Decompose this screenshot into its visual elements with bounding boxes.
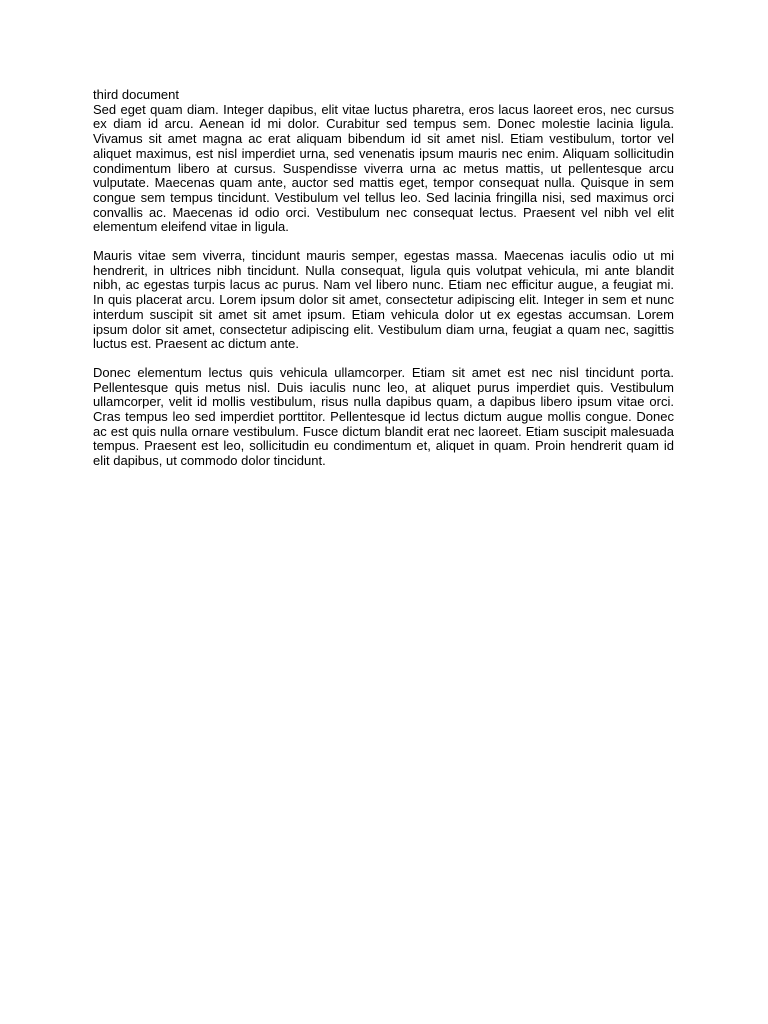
document-page [93, 88, 674, 483]
paragraph-2: Mauris vitae sem viverra, tincidunt mauris semper, egestas massa. Maecenas iaculis odio ut mi hendrerit, in ultrices nibh tincidunt. Nulla consequat, ligula quis volutpat vehicula, mi ante blandit nibh, ac egestas turpis lacus ac purus. Nam vel libero nunc. Etiam nec efficitur augue, a feugiat mi. In quis placerat arcu. Lorem ipsum dolor sit amet, consectetur adipiscing elit. Integer in sem et nunc interdum suscipit sit amet sit amet ipsum. Etiam vehicula dolor ut ex egestas accumsan. Lorem ipsum dolor sit amet, consectetur adipiscing elit. Vestibulum diam urna, feugiat a quam nec, sagittis luctus est. Praesent ac dictum ante. [93, 248, 674, 352]
document-title: third document [93, 87, 179, 102]
paragraph-1: Sed eget quam diam. Integer dapibus, elit vitae luctus pharetra, eros lacus laoreet eros, nec cursus ex diam id arcu. Aenean id mi dolor. Curabitur sed tempus sem. Donec molestie lacinia ligula. Vivamus sit amet magna ac erat aliquam bibendum id sit amet nisl. Etiam vestibulum, tortor vel aliquet maximus, est nisl imperdiet urna, sed venenatis ipsum mauris nec enim. Aliquam sollicitudin condimentum libero at cursus. Suspendisse viverra urna ac metus mattis, ut pellentesque arcu vulputate. Maecenas quam ante, auctor sed mattis eget, tempor consequat nulla. Quisque in sem congue sem tempus tincidunt. Vestibulum vel tellus leo. Sed lacinia fringilla nisi, sed maximus orci convallis ac. Maecenas id odio orci. Vestibulum nec consequat lectus. Praesent vel nibh vel elit elementum eleifend vitae in ligula. [93, 101, 674, 235]
paragraph-3: Donec elementum lectus quis vehicula ullamcorper. Etiam sit amet est nec nisl tincidunt porta. Pellentesque quis metus nisl. Duis iaculis nunc leo, at aliquet purus imperdiet quis. Vestibulum ullamcorper, velit id mollis vestibulum, risus nulla dapibus quam, a dapibus libero ipsum vitae orci. Cras tempus leo sed imperdiet porttitor. Pellentesque id lectus dictum augue mollis congue. Donec ac est quis nulla ornare vestibulum. Fusce dictum blandit erat nec laoreet. Etiam suscipit malesuada tempus. Praesent est leo, sollicitudin eu condimentum et, aliquet in quam. Proin hendrerit quam id elit dapibus, ut commodo dolor tincidunt. [93, 364, 674, 469]
